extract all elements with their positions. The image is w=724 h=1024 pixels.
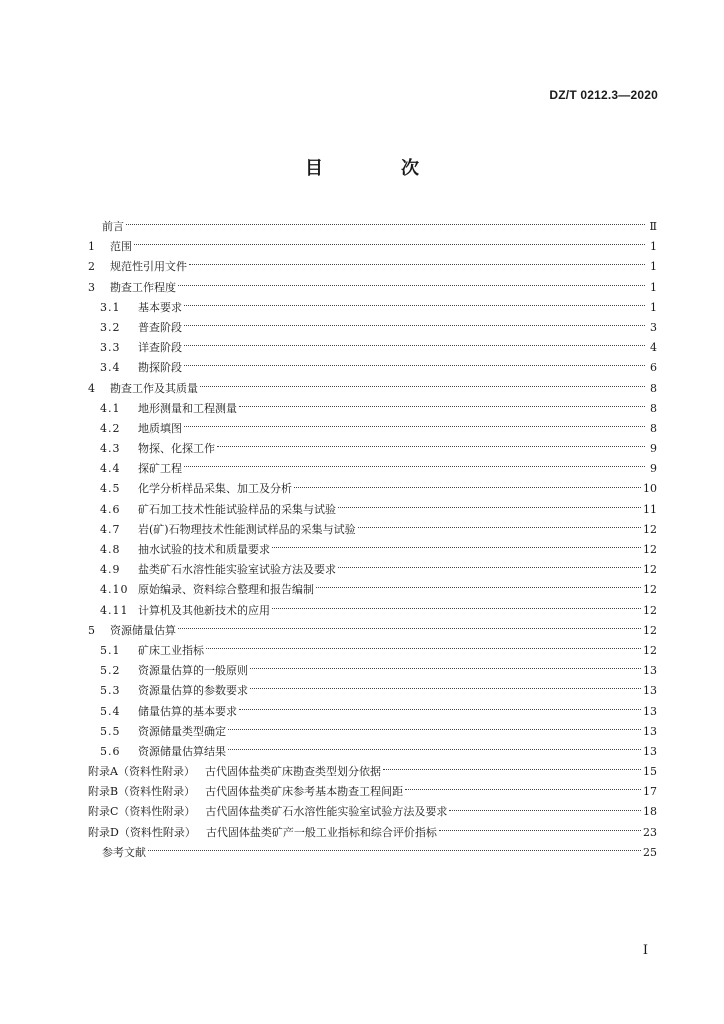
toc-entry-page: 10 xyxy=(643,482,657,496)
toc-entry-page: 1 xyxy=(650,240,657,254)
toc-entry-number: 3.2 xyxy=(100,320,121,334)
toc-subsection-entry[interactable] xyxy=(88,439,657,459)
toc-leader-dots xyxy=(184,465,645,467)
toc-entry-label: 储量估算的基本要求 xyxy=(138,704,237,718)
toc-entry-number: 3.1 xyxy=(100,300,121,314)
toc-entry-page: 1 xyxy=(650,260,657,274)
toc-entry-number: 3 xyxy=(88,280,95,294)
toc-subsection-entry[interactable] xyxy=(88,318,657,338)
toc-leader-dots xyxy=(272,546,641,548)
toc-leader-dots xyxy=(184,304,645,306)
toc-entry-label: 资源储量估算结果 xyxy=(138,744,226,758)
toc-entry-page: 12 xyxy=(643,643,657,657)
toc-entry-number: 5.2 xyxy=(100,664,121,678)
toc-leader-dots xyxy=(228,748,641,750)
toc-entry-number: 4.5 xyxy=(100,482,121,496)
toc-entry-page: 8 xyxy=(650,401,657,415)
toc-entry-label: 探矿工程 xyxy=(138,462,182,476)
toc-entry-number: 4.3 xyxy=(100,442,121,456)
toc-entry-label: 参考文献 xyxy=(102,845,146,859)
toc-entry-label: 化学分析样品采集、加工及分析 xyxy=(138,482,292,496)
toc-subsection-entry[interactable] xyxy=(88,298,657,318)
toc-entry-page: 1 xyxy=(650,300,657,314)
toc-subsection-entry[interactable] xyxy=(88,742,657,762)
toc-entry-number: 附录C（资料性附录） xyxy=(88,805,196,819)
toc-entry-page: 12 xyxy=(643,522,657,536)
toc-entry-label: 古代固体盐类矿床勘查类型划分依据 xyxy=(204,765,381,779)
toc-entry-page: 25 xyxy=(643,845,657,859)
toc-entry-page: 12 xyxy=(643,543,657,556)
toc-subsection-entry[interactable] xyxy=(88,358,657,378)
toc-subsection-entry[interactable] xyxy=(88,540,657,560)
toc-leader-dots xyxy=(206,647,641,649)
toc-entry-page: 18 xyxy=(643,805,657,819)
toc-entry-page: 12 xyxy=(643,583,657,597)
toc-entry-page: 9 xyxy=(650,442,657,456)
toc-entry-number: 4.1 xyxy=(100,401,121,415)
toc-appendix-entry[interactable] xyxy=(88,762,657,782)
toc-entry-page: 13 xyxy=(643,724,657,738)
toc-entry-page: 13 xyxy=(643,744,657,758)
toc-entry-page: 6 xyxy=(650,361,657,375)
toc-entry-label: 古代固体盐类矿石水溶性能实验室试验方法及要求 xyxy=(205,805,448,819)
toc-subsection-entry[interactable] xyxy=(88,459,657,479)
toc-entry-label: 资源储量估算 xyxy=(110,623,176,637)
standard-code: DZ/T 0212.3—2020 xyxy=(549,88,658,102)
toc-entry-number: 2 xyxy=(88,260,95,274)
toc-entry-label: 盐类矿石水溶性能实验室试验方法及要求 xyxy=(138,563,336,577)
toc-section-entry[interactable] xyxy=(88,379,657,399)
toc-leader-dots xyxy=(294,486,641,488)
toc-leader-dots xyxy=(250,687,641,689)
toc-entry-number: 5.6 xyxy=(100,744,121,758)
toc-entry-label: 原始编录、资料综合整理和报告编制 xyxy=(138,583,314,597)
toc-entry-page: Ⅱ xyxy=(649,220,657,233)
toc-subsection-entry[interactable] xyxy=(88,338,657,358)
page-number: I xyxy=(642,943,648,958)
toc-entry-page: 12 xyxy=(643,623,657,637)
toc-entry-number: 5 xyxy=(88,623,95,637)
toc-leader-dots xyxy=(316,586,641,588)
toc-leader-dots xyxy=(228,728,641,730)
toc-entry-label: 抽水试验的技术和质量要求 xyxy=(138,543,270,556)
toc-entry-label: 资源量估算的一般原则 xyxy=(138,664,248,678)
toc-entry-label: 矿床工业指标 xyxy=(138,643,204,657)
toc-leader-dots xyxy=(134,243,645,245)
toc-entry-number: 5.1 xyxy=(100,643,121,657)
toc-entry-label: 普查阶段 xyxy=(138,320,182,334)
toc-entry-label: 前言 xyxy=(102,220,124,233)
toc-entry-label: 勘查工作程度 xyxy=(110,280,176,294)
toc-entry-number: 4.6 xyxy=(100,502,121,516)
toc-leader-dots xyxy=(148,849,641,851)
toc-entry-label: 地形测量和工程测量 xyxy=(138,401,237,415)
toc-entry-number: 5.3 xyxy=(100,684,121,698)
toc-appendix-entry[interactable] xyxy=(88,823,657,843)
toc-entry-number: 4.2 xyxy=(100,421,121,435)
toc-subsection-entry[interactable] xyxy=(88,641,657,661)
toc-section-entry[interactable] xyxy=(88,621,657,641)
toc-subsection-entry[interactable] xyxy=(88,681,657,701)
toc-subsection-entry[interactable] xyxy=(88,399,657,419)
toc-entry-page: 4 xyxy=(650,341,657,355)
toc-leader-dots xyxy=(217,445,645,447)
toc-entry-number: 4.8 xyxy=(100,543,121,556)
toc-entry-number: 4.10 xyxy=(100,583,129,597)
toc-appendix-entry[interactable] xyxy=(88,802,657,822)
toc-entry-number: 3.3 xyxy=(100,341,121,355)
toc-leader-dots xyxy=(405,788,641,790)
toc-leader-dots xyxy=(189,263,645,265)
toc-entry-page: 17 xyxy=(643,785,657,799)
toc-entry-number: 3.4 xyxy=(100,361,121,375)
toc-entry-page: 11 xyxy=(643,502,657,516)
toc-entry-number: 1 xyxy=(88,240,95,254)
toc-leader-dots xyxy=(178,627,641,629)
toc-entry-page: 9 xyxy=(650,462,657,476)
toc-subsection-entry[interactable] xyxy=(88,560,657,580)
toc-entry-number: 5.5 xyxy=(100,724,121,738)
toc-subsection-entry[interactable] xyxy=(88,500,657,520)
toc-subsection-entry[interactable] xyxy=(88,580,657,600)
toc-entry-label: 范围 xyxy=(110,240,132,254)
toc-entry-page: 12 xyxy=(643,603,657,617)
toc-entry-label: 规范性引用文件 xyxy=(110,260,187,274)
toc-leader-dots xyxy=(358,526,641,528)
toc-leader-dots xyxy=(383,768,641,770)
toc-leader-dots xyxy=(338,506,641,508)
toc-entry-number: 附录A（资料性附录） xyxy=(88,765,195,779)
toc-leader-dots xyxy=(126,223,645,225)
toc-subsection-entry[interactable] xyxy=(88,419,657,439)
toc-section-entry[interactable] xyxy=(88,843,657,863)
toc-leader-dots xyxy=(184,344,645,346)
toc-entry-label: 岩(矿)石物理技术性能测试样品的采集与试验 xyxy=(138,522,356,536)
toc-entry-page: 23 xyxy=(643,825,657,839)
toc-subsection-entry[interactable] xyxy=(88,520,657,540)
toc-subsection-entry[interactable] xyxy=(88,702,657,722)
toc-entry-page: 13 xyxy=(643,664,657,678)
toc-entry-page: 8 xyxy=(650,421,657,435)
toc-leader-dots xyxy=(184,364,645,366)
toc-entry-number: 4 xyxy=(88,381,95,395)
toc-subsection-entry[interactable] xyxy=(88,722,657,742)
toc-subsection-entry[interactable] xyxy=(88,601,657,621)
toc-entry-page: 13 xyxy=(643,684,657,698)
toc-entry-label: 详查阶段 xyxy=(138,341,182,355)
toc-entry-label: 计算机及其他新技术的应用 xyxy=(138,603,270,617)
toc-leader-dots xyxy=(239,405,645,407)
toc-entry-page: 3 xyxy=(650,320,657,334)
toc-leader-dots xyxy=(272,607,641,609)
page-title: 目 次 xyxy=(305,158,449,179)
toc-section-entry[interactable] xyxy=(88,237,657,257)
toc-leader-dots xyxy=(250,667,641,669)
toc-entry-page: 13 xyxy=(643,704,657,718)
toc-leader-dots xyxy=(239,708,641,710)
toc-section-entry[interactable] xyxy=(88,257,657,277)
toc-leader-dots xyxy=(184,324,645,326)
toc-entry-page: 8 xyxy=(650,381,657,395)
toc-entry-label: 古代固体盐类矿产一般工业指标和综合评价指标 xyxy=(205,825,437,839)
toc-entry-label: 地质填图 xyxy=(138,421,182,435)
toc-leader-dots xyxy=(200,385,645,387)
toc-section-entry[interactable] xyxy=(88,278,657,298)
toc-entry-number: 附录B（资料性附录） xyxy=(88,785,196,799)
toc-leader-dots xyxy=(449,809,641,811)
toc-section-entry[interactable] xyxy=(88,217,657,237)
toc-entry-number: 5.4 xyxy=(100,704,121,718)
toc-entry-page: 12 xyxy=(643,563,657,577)
toc-entry-label: 基本要求 xyxy=(138,300,182,314)
toc-entry-label: 资源储量类型确定 xyxy=(138,724,226,738)
toc-leader-dots xyxy=(338,566,641,568)
toc-entry-label: 勘探阶段 xyxy=(138,361,182,375)
toc-appendix-entry[interactable] xyxy=(88,782,657,802)
toc-entry-number: 4.7 xyxy=(100,522,121,536)
toc-entry-label: 资源量估算的参数要求 xyxy=(138,684,248,698)
toc-leader-dots xyxy=(178,284,645,286)
toc-entry-label: 勘查工作及其质量 xyxy=(110,381,198,395)
table-of-contents xyxy=(88,217,657,863)
toc-leader-dots xyxy=(439,829,641,831)
toc-entry-number: 4.11 xyxy=(100,603,129,617)
toc-entry-label: 古代固体盐类矿床参考基本勘查工程间距 xyxy=(205,785,404,799)
toc-entry-number: 4.9 xyxy=(100,563,121,577)
toc-entry-number: 4.4 xyxy=(100,462,121,476)
toc-entry-label: 物探、化探工作 xyxy=(138,442,215,456)
toc-entry-page: 15 xyxy=(643,765,657,779)
toc-entry-label: 矿石加工技术性能试验样品的采集与试验 xyxy=(138,502,336,516)
toc-entry-page: 1 xyxy=(650,280,657,294)
toc-subsection-entry[interactable] xyxy=(88,479,657,499)
toc-subsection-entry[interactable] xyxy=(88,661,657,681)
toc-entry-number: 附录D（资料性附录） xyxy=(88,825,196,839)
toc-leader-dots xyxy=(184,425,645,427)
